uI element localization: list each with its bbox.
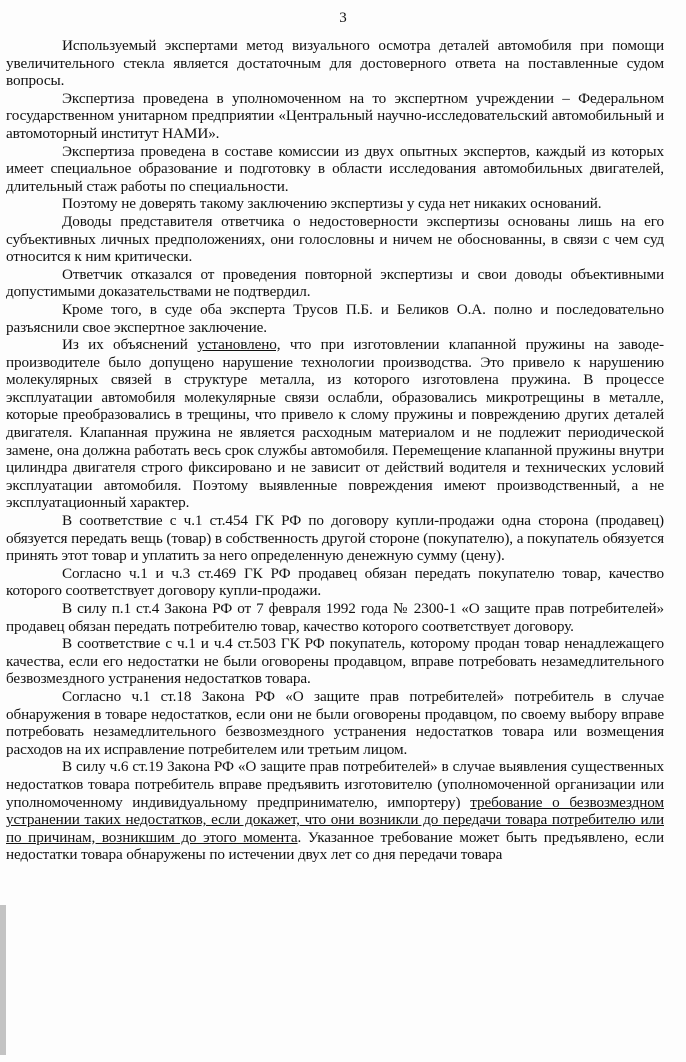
paragraph-established-lead: Из их объяснений	[62, 336, 198, 354]
paragraph-established-findings	[6, 336, 664, 512]
paragraph-expert-commission: Экспертиза проведена в составе комиссии из двух опытных экспертов, каждый из которых имеет специальное образование и подготовку в области исследования автомобильных двигателей, длительный стаж работы по специальности.	[6, 142, 664, 195]
scan-margin-mark	[0, 905, 6, 1055]
paragraph-art19-lead: В силу ч.6 ст.19 Закона РФ «О защите прав потребителей» в случае выявления существенных недостатков товара потребитель вправе предъявить изготовителю (уполномоченной организации или уполномоченному индивидуальному предпринимателю, импортеру)	[6, 758, 664, 811]
paragraph-art19-rest: . Указанное требование может быть предъявлено, если недостатки товара обнаружены по истечении двух лет со дня передачи товара	[6, 828, 665, 864]
paragraph-article-469: Согласно ч.1 и ч.3 ст.469 ГК РФ продавец обязан передать покупателю товар, качество которого соответствует договору купли-продажи.	[6, 564, 664, 600]
page-number: 3	[339, 10, 347, 26]
paragraph-trust-conclusion: Поэтому не доверять такому заключению экспертизы у суда нет никаких оснований.	[62, 195, 602, 213]
paragraph-consumer-law-art18: Согласно ч.1 ст.18 Закона РФ «О защите прав потребителей» потребитель в случае обнаружения в товаре недостатков, если они не были оговорены продавцом, по своему выбору вправе потребовать незамедлительного безвозмездного устранения недостатков товара или возмещения расходов на их исправление потребителем или третьим лицом.	[6, 687, 664, 758]
paragraph-article-503: В соответствие с ч.1 и ч.4 ст.503 ГК РФ покупатель, которому продан товар ненадлежащего качества, если его недостатки не были оговорены продавцом, вправе потребовать незамедлительного безвозмездного устранения недостатков товара.	[6, 635, 664, 688]
paragraph-expert-institution: Экспертиза проведена в уполномоченном на то экспертном учреждении – Федеральном государственном унитарном предприятии «Центральный научно-исследовательский автомобильный и автомоторный институт НАМИ».	[6, 89, 664, 142]
paragraph-established-rest: что при изготовлении клапанной пружины на заводе-производителе было допущено нарушение технологии производства. Это привело к нарушению молекулярных связей в структуре металла, из которого изготовлена пружина. В процессе эксплуатации автомобиля молекулярные связи ослабли, образовались микротрещины в металле, которые преобразовались в трещины, что привело к слому пружины и повреждению других деталей двигателя. Клапанная пружина не является расходным материалом и не подлежит периодической замене, она должна работать весь срок службы автомобиля. Перемещение клапанной пружины внутри цилиндра двигателя строго фиксировано и не зависит от действий водителя и технических условий эксплуатации автомобиля. Поэтому выявленные повреждения имеют производственный, а не эксплуатационный характер.	[6, 336, 664, 512]
paragraph-expert-method: Используемый экспертами метод визуального осмотра деталей автомобиля при помощи увеличительного стекла является достаточным для достоверного ответа на поставленные судом вопросы.	[6, 37, 664, 90]
underlined-requirement: требование о безвозмездном устранении таких недостатков, если докажет, что они возникли до передачи товара потребителю или по причинам, возникшим до этого момента	[6, 793, 664, 846]
paragraph-consumer-law-art19	[6, 758, 664, 864]
paragraph-article-454: В соответствие с ч.1 ст.454 ГК РФ по договору купли-продажи одна сторона (продавец) обязуется передать вещь (товар) в собственность другой стороне (покупателю), а покупатель обязуется принять этот товар и уплатить за него определенную денежную сумму (цену).	[6, 512, 664, 565]
paragraph-defendant-refused: Ответчик отказался от проведения повторной экспертизы и свои доводы объективными допустимыми доказательствами не подтвердил.	[6, 265, 664, 301]
paragraph-defendant-arguments: Доводы представителя ответчика о недостоверности экспертизы основаны лишь на его субъективных личных предположениях, они голословны и ничем не обоснованны, в связи с чем суд относится к ним критически.	[6, 212, 664, 266]
document-body	[6, 37, 664, 864]
paragraph-experts-explained: Кроме того, в суде оба эксперта Трусов П.Б. и Беликов О.А. полно и последовательно разъяснили свое экспертное заключение.	[6, 300, 664, 336]
underlined-established: установлено,	[197, 336, 281, 354]
paragraph-consumer-law-art4: В силу п.1 ст.4 Закона РФ от 7 февраля 1992 года № 2300-1 «О защите прав потребителей» продавец обязан передать потребителю товар, качество которого соответствует договору.	[6, 600, 664, 635]
